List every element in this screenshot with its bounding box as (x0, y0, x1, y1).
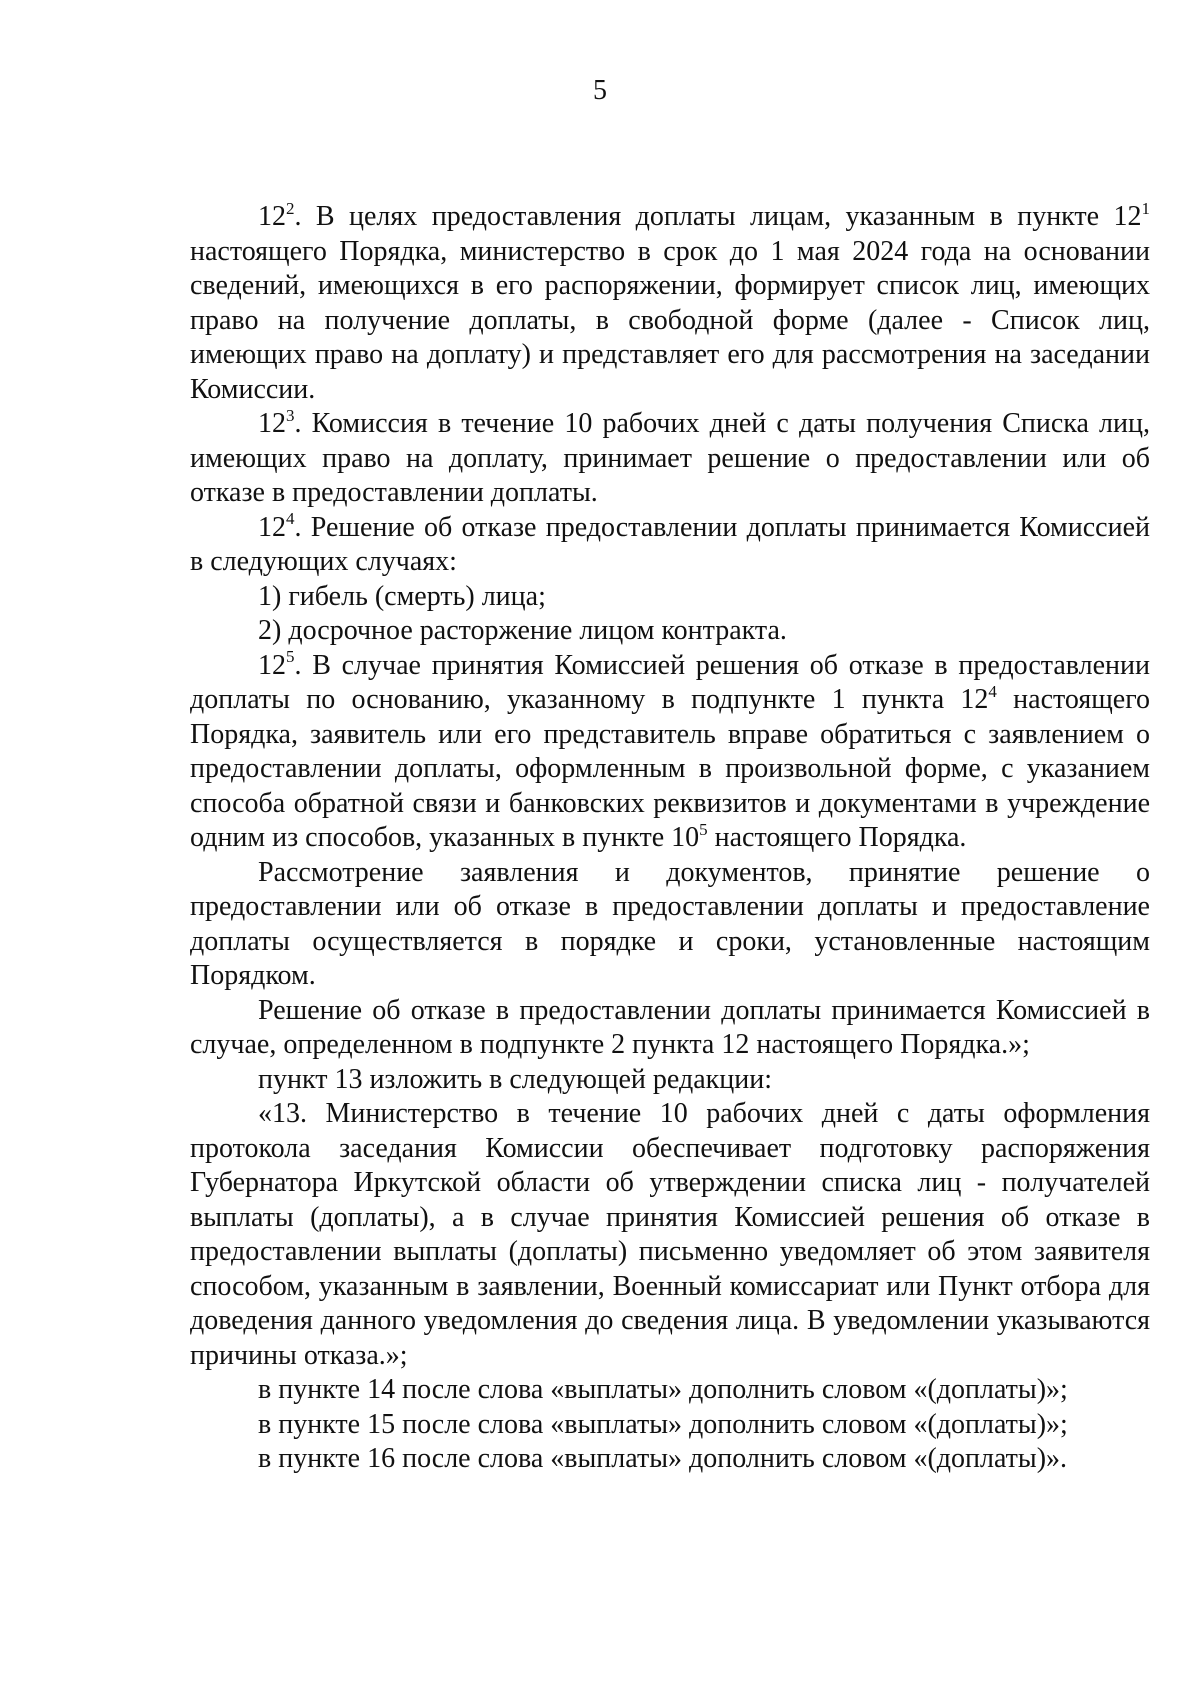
paragraph (190, 1373, 1150, 1408)
superscript: 1 (1141, 198, 1150, 218)
paragraph (190, 511, 1150, 580)
paragraph-text: 12 (258, 408, 286, 439)
paragraph (190, 649, 1150, 856)
paragraph-text: настоящего Порядка. (707, 822, 967, 853)
page-number: 5 (593, 75, 607, 106)
paragraph-text: Решение об отказе в предоставлении доплаты принимается Комиссией в случае, определенном в подпункте 2 пункта 12 настоящего Порядка.»; (190, 994, 1150, 1060)
paragraph-text: . Решение об отказе предоставлении доплаты принимается Комиссией в следующих случаях: (190, 511, 1150, 577)
paragraph-text: в пункте 16 после слова «выплаты» дополнить словом «(доплаты)». (258, 1443, 1068, 1474)
superscript: 5 (286, 647, 295, 667)
paragraph-text: настоящего Порядка, заявитель или его представитель вправе обратиться с заявлением о предоставлении доплаты, оформленным в произвольной форме, с указанием способа обратной связи и банковских реквизитов и документами в учреждение одним из способов, указанных в пункте 10 (190, 684, 1151, 853)
paragraph (190, 1442, 1150, 1477)
paragraph-text: в пункте 14 после слова «выплаты» дополнить словом «(доплаты)»; (258, 1374, 1068, 1405)
paragraph-text: в пункте 15 после слова «выплаты» дополнить словом «(доплаты)»; (258, 1408, 1068, 1440)
document-body (190, 200, 1150, 1477)
paragraph (190, 200, 1150, 407)
paragraph-text: 2) досрочное расторжение лицом контракта. (258, 615, 787, 646)
paragraph (190, 580, 1150, 615)
paragraph (190, 994, 1150, 1063)
superscript: 5 (699, 819, 708, 839)
paragraph (190, 1063, 1150, 1098)
paragraph-text: 12 (258, 201, 286, 232)
paragraph (190, 1097, 1150, 1373)
paragraph (190, 1408, 1150, 1443)
paragraph-text: 1) гибель (смерть) лица; (258, 580, 546, 612)
paragraph (190, 614, 1150, 649)
paragraph-text: 12 (258, 649, 286, 681)
superscript: 4 (286, 509, 295, 529)
paragraph-text: . В случае принятия Комиссией решения об отказе в предоставлении доплаты по основанию, указанному в подпункте 1 пункта 12 (190, 649, 1150, 715)
paragraph-text: «13. Министерство в течение 10 рабочих дней с даты оформления протокола заседания Комиссии обеспечивает подготовку распоряжения Губернатора Иркутской области об утверждении списка лиц - получателей выплаты (доплаты), а в случае принятия Комиссией решения об отказе в предоставлении выплаты (доплаты) письменно уведомляет об этом заявителя способом, указанным в заявлении, Военный комиссариат или Пункт отбора для доведения данного уведомления до сведения лица. В уведомлении указываются причины отказа.»; (190, 1098, 1150, 1371)
superscript: 3 (286, 405, 295, 425)
paragraph-text: настоящего Порядка, министерство в срок до 1 мая 2024 года на основании сведений, имеющихся в его распоряжении, формирует список лиц, имеющих право на получение доплаты, в свободной форме (далее - Список лиц, имеющих право на доплату) и представляет его для рассмотрения на заседании Комиссии. (190, 235, 1150, 405)
paragraph (190, 407, 1150, 511)
paragraph-text: . Комиссия в течение 10 рабочих дней с даты получения Списка лиц, имеющих право на доплату, принимает решение о предоставлении или об отказе в предоставлении доплаты. (190, 408, 1150, 508)
paragraph (190, 856, 1150, 994)
superscript: 2 (286, 198, 295, 218)
paragraph-text: . В целях предоставления доплаты лицам, указанным в пункте 12 (294, 201, 1142, 232)
paragraph-text: Рассмотрение заявления и документов, принятие решение о предоставлении или об отказе в предоставлении доплаты и предоставление доплаты осуществляется в порядке и сроки, установленные настоящим Порядком. (190, 856, 1150, 991)
paragraph-text: 12 (258, 511, 286, 543)
paragraph-text: пункт 13 изложить в следующей редакции: (258, 1063, 772, 1095)
superscript: 4 (988, 681, 997, 701)
